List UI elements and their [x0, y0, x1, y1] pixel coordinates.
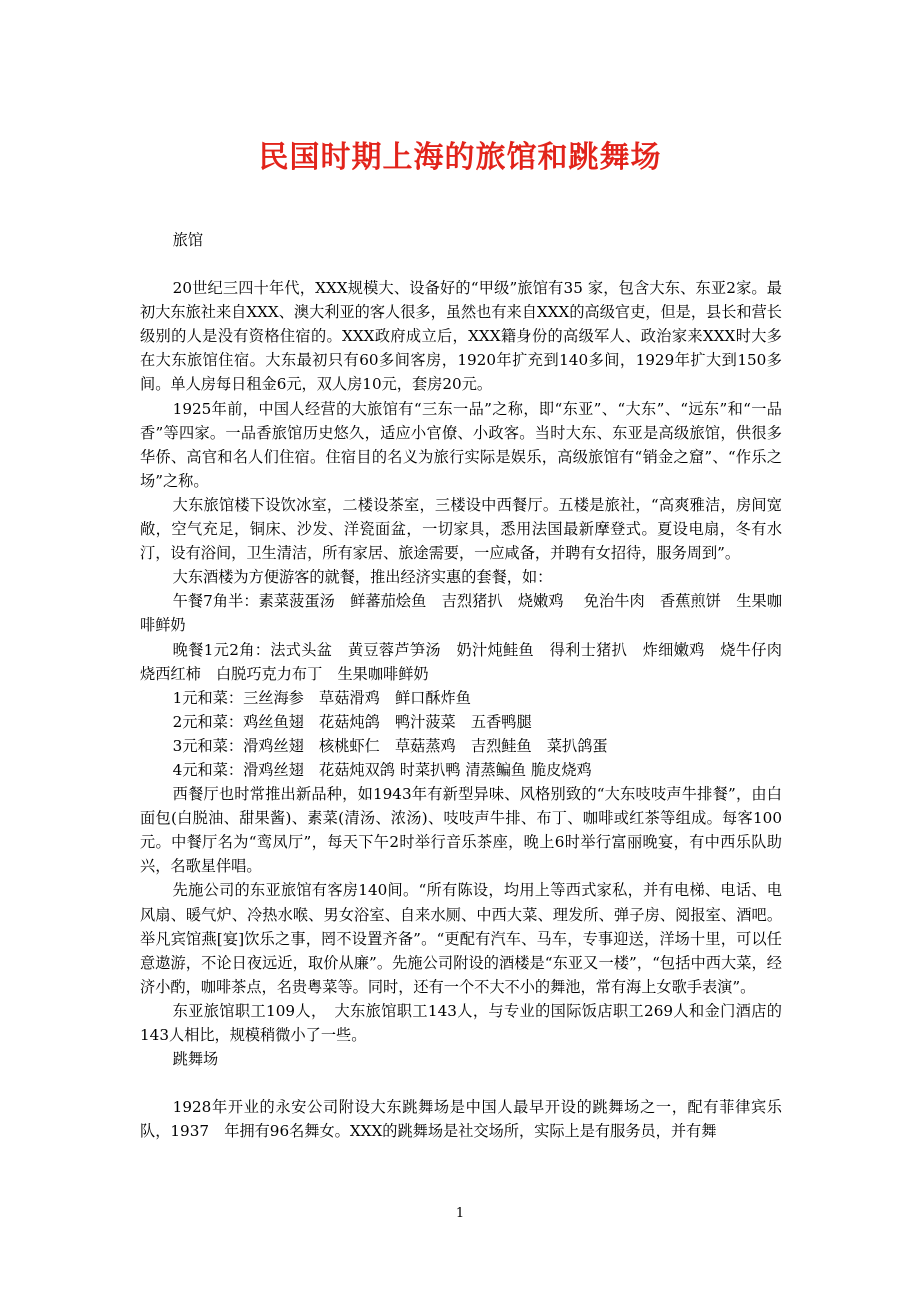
document-body: [140, 228, 798, 1143]
section-heading-dance-halls: 跳舞场: [172, 1050, 219, 1069]
document-title: 民国时期上海的旅馆和跳舞场: [258, 140, 662, 175]
menu-set-2-yuan: 2元和菜：鸡丝鱼翅 花菇炖鸽 鸭汁菠菜 五香鸭腿: [172, 712, 532, 731]
paragraph: 先施公司的东亚旅馆有客房140间。“所有陈设，均用上等西式家私，并有电梯、电话、电风扇、暖气炉、冷热水喉、男女浴室、自来水厕、中西大菜、理发所、弹子房、阅报室、酒吧。举凡宾馆燕[宴]饮乐之事，罔不设置齐备”。“更配有汽车、马车，专事迎送，洋场十里，可以任意遨游，不论日夜远近，取价从廉”。先施公司附设的酒楼是“东亚又一楼”，“包括中西大菜，经济小酌，咖啡茶点，名贵粤菜等。同时，还有一个不大不小的舞池，常有海上女歌手表演”。: [140, 881, 782, 996]
paragraph: 1925年前，中国人经营的大旅馆有“三东一品”之称，即“东亚”、“大东”、“远东”和“一品香”等四家。一品香旅馆历史悠久，适应小官僚、小政客。当时大东、东亚是高级旅馆，供很多华侨、高官和名人们住宿。住宿目的名义为旅行实际是娱乐，高级旅馆有“销金之窟”、“作乐之场”之称。: [140, 399, 782, 490]
menu-dinner: 晚餐1元2角：法式头盆 黄豆蓉芦笋汤 奶汁炖鲑鱼 得利士猪扒 炸细嫩鸡 烧牛仔肉 烧西红柿 白脱巧克力布丁 生果咖啡鲜奶: [140, 640, 798, 683]
paragraph: 1928年开业的永安公司附设大东跳舞场是中国人最早开设的跳舞场之一，配有菲律宾乐队，1937 年拥有96名舞女。XXX的跳舞场是社交场所，实际上是有服务员，并有舞: [140, 1098, 782, 1141]
menu-set-1-yuan: 1元和菜：三丝海参 草菇滑鸡 鲜口酥炸鱼: [172, 688, 471, 707]
paragraph: 西餐厅也时常推出新品种，如1943年有新型异味、风格别致的“大东吱吱声牛排餐”，由白面包(白脱油、甜果酱)、素菜(清汤、浓汤)、吱吱声牛排、布丁、咖啡或红茶等组成。每客100元。中餐厅名为“鸾凤厅”，每天下午2时举行音乐茶座，晚上6时举行富丽晚宴，有中西乐队助兴，名歌星伴唱。: [140, 785, 782, 876]
page-number: 1: [455, 1206, 465, 1221]
menu-set-3-yuan: 3元和菜：滑鸡丝翅 核桃虾仁 草菇蒸鸡 吉烈鲑鱼 菜扒鸽蛋: [172, 736, 608, 755]
menu-lunch: 午餐7角半：素菜菠蛋汤 鲜蕃茄烩鱼 吉烈猪扒 烧嫩鸡 免治牛肉 香蕉煎饼 生果咖啡鲜奶: [140, 592, 782, 635]
section-heading-hotels: 旅馆: [172, 231, 204, 249]
paragraph: 东亚旅馆职工109人， 大东旅馆职工143人，与专业的国际饭店职工269人和金门酒店的143人相比，规模稍微小了一些。: [140, 1001, 782, 1044]
paragraph: 大东旅馆楼下设饮冰室，二楼设茶室，三楼设中西餐厅。五楼是旅社，“高爽雅洁，房间宽敞，空气充足，铜床、沙发、洋瓷面盆，一切家具，悉用法国最新摩登式。夏设电扇，冬有水汀，设有浴间，卫生清洁，所有家居、旅途需要，一应咸备，并聘有女招待，服务周到”。: [140, 495, 782, 563]
paragraph: 大东酒楼为方便游客的就餐，推出经济实惠的套餐，如：: [172, 568, 553, 587]
menu-set-4-yuan: 4元和菜：滑鸡丝翅 花菇炖双鸽 时菜扒鸭 清蒸鳊鱼 脆皮烧鸡: [172, 760, 592, 779]
paragraph: 20世纪三四十年代，XXX规模大、设备好的“甲级”旅馆有35 家，包含大东、东亚2家。最初大东旅社来自XXX、澳大利亚的客人很多，虽然也有来自XXX的高级官吏，但是，县长和营长级别的人是没有资格住宿的。XXX政府成立后，XXX籍身份的高级军人、政治家来XXX时大多在大东旅馆住宿。大东最初只有60多间客房，1920年扩充到140多间，1929年扩大到150多间。单人房每日租金6元，双人房10元，套房20元。: [140, 279, 782, 394]
